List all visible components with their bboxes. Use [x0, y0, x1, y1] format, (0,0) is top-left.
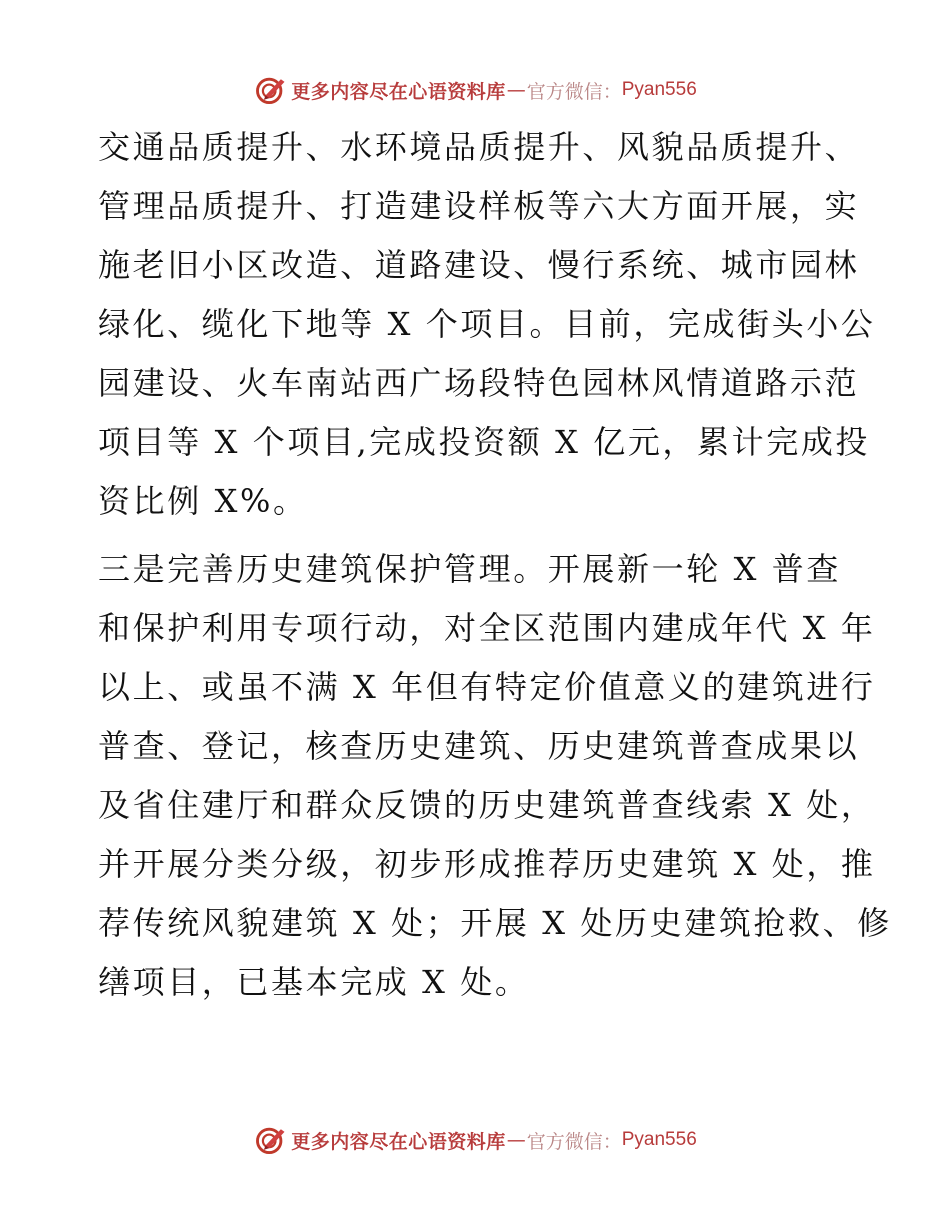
text-line: 交通品质提升、水环境品质提升、风貌品质提升、 — [98, 128, 860, 166]
text-line: 施老旧小区改造、道路建设、慢行系统、城市园林 — [98, 246, 860, 284]
text-line: 及省住建厅和群众反馈的历史建筑普查线索 X 处， — [98, 786, 876, 824]
text-line: 普查、登记，核查历史建筑、历史建筑普查成果以 — [98, 727, 860, 765]
header-dash: — — [506, 79, 526, 101]
text-line: 项目等 X 个项目,完成投资额 X 亿元，累计完成投 — [98, 423, 871, 461]
header-banner — [0, 70, 950, 110]
footer-banner — [0, 1120, 950, 1160]
text-line: 缮项目，已基本完成 X 处。 — [98, 963, 530, 1001]
text-line: 园建设、火车南站西广场段特色园林风情道路示范 — [98, 364, 860, 402]
text-line: 和保护利用专项行动，对全区范围内建成年代 X 年 — [98, 609, 876, 647]
header-wechat-label: 官方微信： — [526, 80, 622, 103]
paragraph-1 — [98, 118, 876, 531]
text-line: 管理品质提升、打造建设样板等六大方面开展，实 — [98, 187, 860, 225]
footer-dash: — — [506, 1129, 526, 1151]
pen-logo-icon — [253, 1122, 289, 1158]
header-brand-text: 更多内容尽在心语资料库 — [291, 80, 506, 103]
text-line: 并开展分类分级，初步形成推荐历史建筑 X 处，推 — [98, 845, 876, 883]
footer-wechat-id: Pyan556 — [621, 1129, 697, 1150]
text-line: 荐传统风貌建筑 X 处；开展 X 处历史建筑抢救、修 — [98, 904, 892, 942]
footer-brand-text: 更多内容尽在心语资料库 — [291, 1130, 506, 1153]
text-line: 资比例 X%。 — [98, 482, 308, 520]
text-line: 三是完善历史建筑保护管理。开展新一轮 X 普查 — [98, 550, 841, 588]
footer-wechat-label: 官方微信： — [526, 1130, 622, 1153]
header-wechat-id: Pyan556 — [621, 79, 697, 100]
pen-logo-icon — [253, 72, 289, 108]
paragraph-2 — [98, 540, 892, 1012]
text-line: 绿化、缆化下地等 X 个项目。目前，完成街头小公 — [98, 305, 876, 343]
text-line: 以上、或虽不满 X 年但有特定价值意义的建筑进行 — [98, 668, 876, 706]
